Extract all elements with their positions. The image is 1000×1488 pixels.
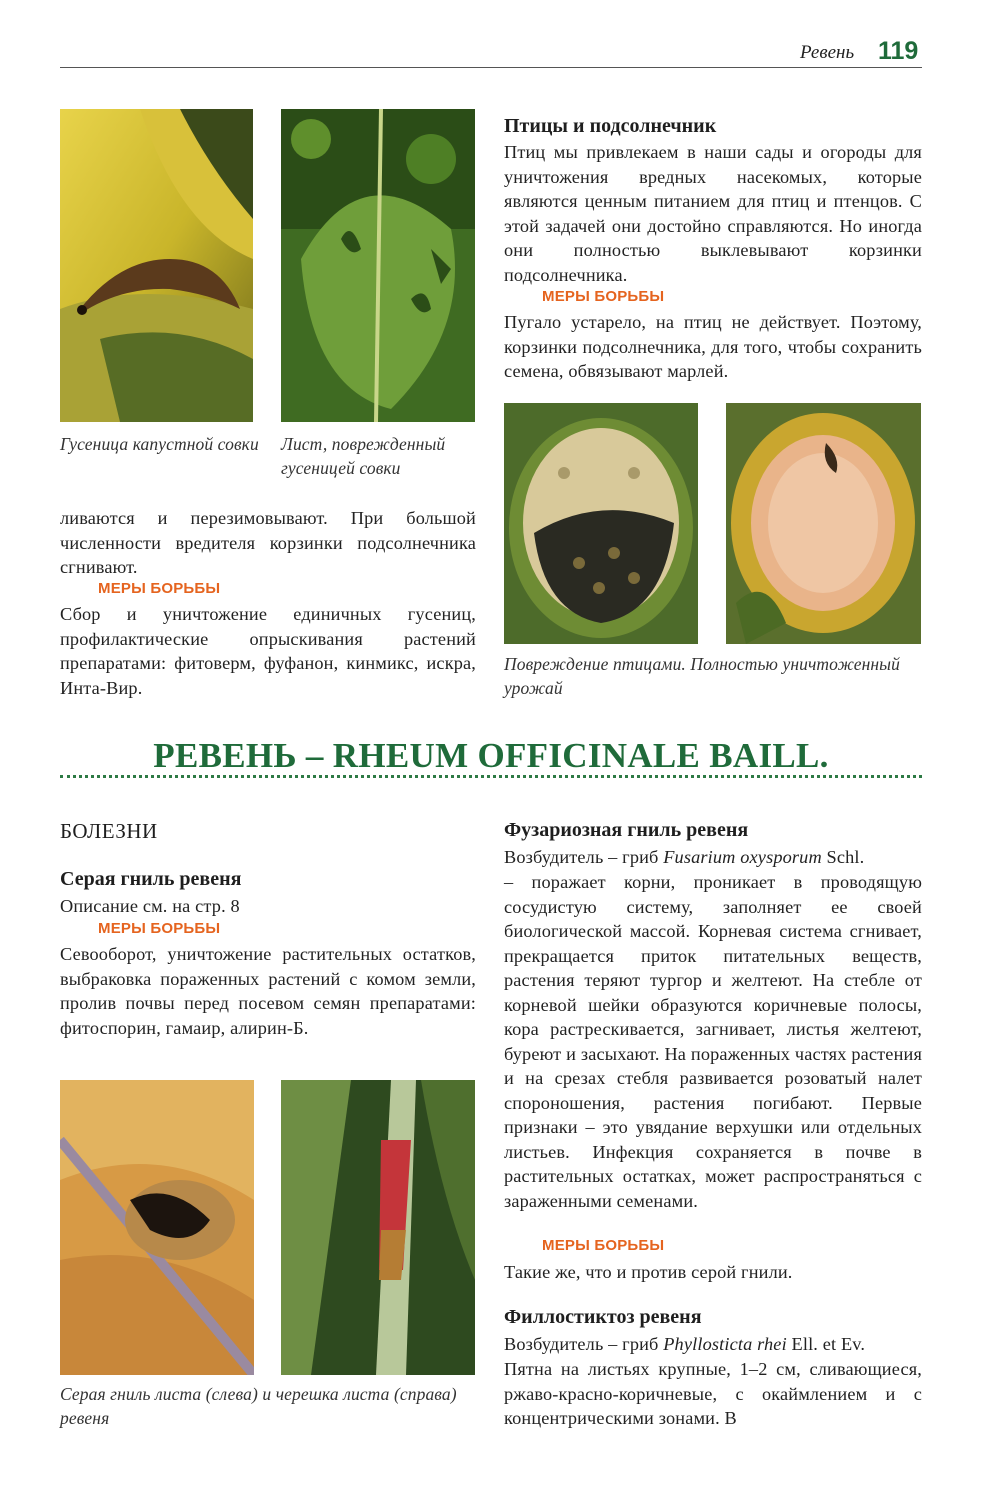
fusarium-pathogen-suffix: Schl. [821,847,865,867]
sunflower-photos-caption: Повреждение птицами. Полностью уничтоженный урожай [504,654,900,698]
rhubarb-photos-caption: Серая гниль листа (слева) и черешка листа (справа) ревеня [60,1384,457,1428]
phyllosticta-pathogen-latin: Phyllosticta rhei [663,1334,787,1354]
header-rule [60,67,922,68]
gray-rot-ref: Описание см. на стр. 8 [60,896,240,916]
phyllosticta-pathogen-prefix: Возбудитель – гриб [504,1334,664,1354]
birds-text: Птиц мы привлекаем в наши сады и огороды для уничтожения вредных насекомых, которые являются ценным питанием для птиц и птенцов. С этой задачей они достойно справляются. Но иногда они полностью выклевывают корзинки подсолнечника. [504,142,922,285]
photo-sunflower-damaged [504,403,698,644]
photo-damaged-leaf [281,109,475,422]
birds-control-text: Пугало устарело, на птиц не действует. Поэтому, корзинки подсолнечника, для того, чтобы сохранить семена, обвязывают марлей. [504,312,922,381]
fusarium-control-label: МЕРЫ БОРЬБЫ [542,1237,665,1254]
gray-rot-control-text: Севооборот, уничтожение растительных остатков, выбраковка пораженных растений с комом земли, пролив почвы перед посевом семян препаратами: фитоспорин, гамаир, алирин-Б. [60,944,476,1038]
phyllosticta-text: Пятна на листьях крупные, 1–2 см, сливающиеся, ржаво-красно-коричневые, с окаймлением и с концентрическими зонами. В [504,1359,922,1428]
birds-control-label: МЕРЫ БОРЬБЫ [542,288,665,305]
gray-rot-control-label: МЕРЫ БОРЬБЫ [98,920,221,937]
photo-caterpillar-caption: Гусеница капустной совки [60,434,259,454]
fusarium-pathogen-latin: Fusarium oxysporum [663,847,822,867]
phyllosticta-pathogen-suffix: Ell. et Ev. [786,1334,866,1354]
gray-rot-heading: Серая гниль ревеня [60,868,242,890]
phyllosticta-heading: Филлостиктоз ревеня [504,1306,702,1328]
photo-caterpillar [60,109,253,422]
birds-heading: Птицы и подсолнечник [504,115,717,137]
fusarium-heading: Фузариозная гниль ревеня [504,819,749,841]
control-text: Сбор и уничтожение единичных гусениц, профилактические опрыскивания растений препаратами: фитоверм, фуфанон, кинмикс, искра, Инта-Вир. [60,604,476,698]
fusarium-control-text: Такие же, что и против серой гнили. [504,1262,793,1282]
section-title-divider [60,775,922,778]
photo-gray-rot-petiole [281,1080,475,1375]
running-title: Ревень [800,42,855,63]
photo-gray-rot-leaf [60,1080,254,1375]
photo-damaged-leaf-caption: Лист, поврежденный гусеницей совки [281,434,446,478]
fusarium-text: – поражает корни, проникает в проводящую сосудистую систему, заполняет ее своей биологической массой. Корневая система сгнивает, прекращается приток питательных веществ, растения теряют тургор и желтеют. На стебле от корневой шейки образуются коричневые полосы, кора растрескивается, загнивает, листья желтеют, буреют и засыхают. На пораженных частях растения и на срезах стебля развивается розоватый налет спороношения, растения погибают. Первые признаки – это увядание верхушки или отдельных листьев. Инфекция сохраняется в почве в растительных остатках, может распространяться с зараженными семенами. [504,872,922,1211]
fusarium-pathogen-prefix: Возбудитель – гриб [504,847,664,867]
fusarium-pathogen [504,845,922,870]
photo-sunflower-destroyed [726,403,921,644]
control-label: МЕРЫ БОРЬБЫ [98,580,221,597]
page-number: 119 [878,37,919,65]
phyllosticta-pathogen [504,1332,922,1357]
continued-paragraph: ливаются и перезимовывают. При большой численности вредителя корзинки подсолнечника сгнивают. [60,508,476,577]
diseases-heading: БОЛЕЗНИ [60,819,158,843]
section-title: РЕВЕНЬ – RHEUM OFFICINALE BAILL. [153,736,829,775]
